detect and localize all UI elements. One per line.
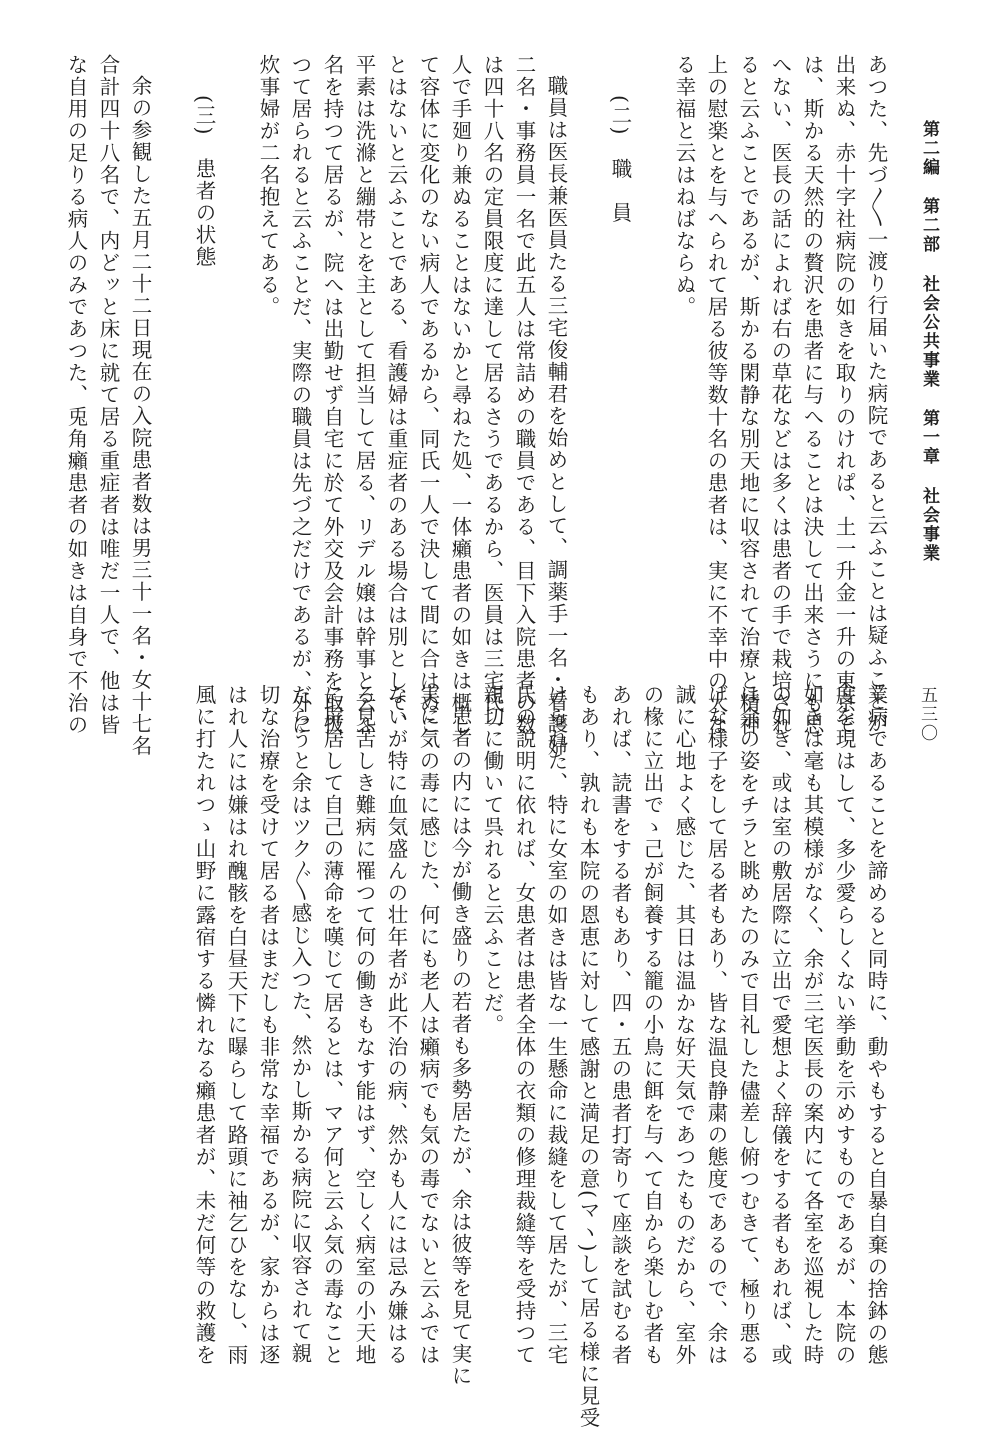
blank-line — [220, 54, 252, 664]
text-column: 余の参観した五月二十二日現在の入院患者数は男三十一名・女十七名 — [128, 74, 152, 757]
text-column: 如きは毫も其模様がなく、余が三宅医長の案内にて各室を巡視した時 — [800, 684, 824, 1366]
text-column: 実に気の毒に感じた、何にも老人は癩病でも気の毒でないと云ふでは — [416, 684, 440, 1366]
text-column: だらうと余はツク〲感じ入つた、然かし斯かる病院に収容されて親 — [288, 684, 312, 1365]
text-column: もあり、孰れも本院の恩恵に対して感謝と満足の意(マヽ)して居る様に見受 — [576, 684, 600, 1429]
text-column: て容体に変化のない病人であるから、同氏一人で決して間に合はぬこ — [416, 54, 440, 736]
text-column: は四十八名の定員限度に達して居るさうであるから、医員は三宅氏一 — [480, 54, 504, 736]
text-column: あつた、先づ〱一渡り行届いた病院であると云ふことは疑ふことが — [864, 54, 888, 735]
upper-text-block — [60, 54, 892, 757]
text-column: 上の慰楽とを与へられて居る彼等数十名の患者は、実に不幸中の大な — [704, 54, 728, 736]
text-column: へない、医長の話によれば右の草花などは多くは患者の手で栽培され — [768, 54, 792, 736]
header-chapter: 第一章 — [919, 409, 939, 467]
text-column: は余の姿をチラと眺めたのみで目礼した儘差し俯つむきて、極り悪る — [736, 684, 760, 1366]
text-column: 風に打たれつゝ山野に露宿する憐れなる癩患者が、未だ何等の救護を — [192, 684, 216, 1366]
page-number: 五三〇 — [917, 686, 937, 743]
section-heading: (三) 患者の状態 — [192, 95, 216, 268]
text-column: ないが特に血気盛んの壮年者が此不治の病、然かも人には忌み嫌はる — [384, 684, 408, 1366]
section-heading: (二) 職 員 — [608, 95, 632, 224]
header-subpart: 第二部 — [919, 197, 939, 255]
text-column: 合計四十八名で、内どッと床に就て居る重症者は唯だ一人で、他は皆 — [96, 54, 120, 736]
text-column: 二名・事務員一名で此五人は常詰めの職員である、目下入院患者の数 — [512, 54, 536, 736]
text-column: あれば、読書をする者もあり、四・五の患者打寄りて座談を試むる者 — [608, 684, 632, 1366]
text-column: 名を持つて居るが、院へは出勤せず自宅に於て外交及会計事務を取扱 — [320, 54, 344, 736]
text-column: る見苦しき難病に罹つて何の働きもなす能はず、空しく病室の小天地 — [352, 684, 376, 1366]
text-column: る幸福と云はねばならぬ。 — [672, 54, 696, 318]
text-column: の如き、或は室の敷居際に立出で愛想よく辞儀をする者もあれば、或 — [768, 684, 792, 1366]
text-column: 患者の内には今が働き盛りの若者も多勢居たが、余は彼等を見て実に — [448, 704, 472, 1387]
text-column: とはないと云ふことである、看護婦は重症者のある場合は別として、 — [384, 54, 408, 736]
header-part: 第二編 — [919, 120, 939, 177]
text-column: 人で手廻り兼ぬることはないかと尋ねた処、一体癩患者の如きは概し — [448, 54, 472, 736]
blank-line — [572, 54, 604, 664]
text-column: 氏の説明に依れば、女患者は患者全体の衣類の修理裁縫等を受持つて — [512, 684, 536, 1366]
text-column: 炊事婦が二名抱えてある。 — [256, 54, 280, 318]
text-column: つて居られると云ふことだ、実際の職員は先づ之だけであるが、外に — [288, 54, 312, 736]
text-column: 業病であることを諦めると同時に、動やもすると自暴自棄の捨鉢の態 — [864, 684, 888, 1366]
text-column: ると云ふことであるが、斯かる閑静な別天地に収容されて治療と精神 — [736, 54, 760, 736]
text-column: 誠に心地よく感じた、其日は温かな好天気であつたものだから、室外 — [672, 684, 696, 1366]
header-topic: 社会事業 — [919, 486, 939, 563]
text-column: 親切に働いて呉れると云ふことだ。 — [480, 684, 504, 1036]
text-column: 切な治療を受けて居る者はまだしも非常な幸福であるが、家からは逐 — [256, 684, 280, 1366]
text-column: 出来ぬ、赤十字社病院の如きを取りのけれぱ、土一升金一升の東京で — [832, 54, 856, 736]
lower-text-block — [188, 684, 892, 1429]
text-column: 職員は医長兼医員たる三宅俊輔君を始めとして、調薬手一名・看護婦 — [544, 74, 568, 757]
blank-line — [156, 54, 188, 664]
header-section: 社会公共事業 — [919, 274, 939, 389]
text-column: に屏居して自己の薄命を嘆じて居るとは、マア何と云ふ気の毒なこと — [320, 684, 344, 1366]
text-column: な自用の足りる病人のみであつた、兎角癩患者の如きは自身で不治の — [64, 54, 88, 736]
text-column: はれ人には嫌はれ醜骸を白昼天下に曝らして路頭に袖乞ひをなし、雨 — [224, 684, 248, 1366]
text-column: 度を現はして、多少愛らしくない挙動を示めすものであるが、本院の — [832, 684, 856, 1366]
text-column: げな様子をして居る者もあり、皆な温良静粛の態度であるので、余は — [704, 684, 728, 1366]
text-column: けられた、特に女室の如きは皆な一生懸命に裁縫をして居たが、三宅 — [544, 684, 568, 1366]
text-column: の椽に立出でゝ己が飼養する籠の小鳥に餌を与へて自から楽しむ者も — [640, 684, 664, 1366]
text-column: 平素は洗滌と繃帯とを主として担当して居る、リデル嬢は幹事と云ふ — [352, 54, 376, 736]
text-column: は、斯かる天然的の贅沢を患者に与へることは決して出来さうにも思 — [800, 54, 824, 736]
running-header — [914, 120, 944, 583]
blank-line — [636, 54, 668, 664]
